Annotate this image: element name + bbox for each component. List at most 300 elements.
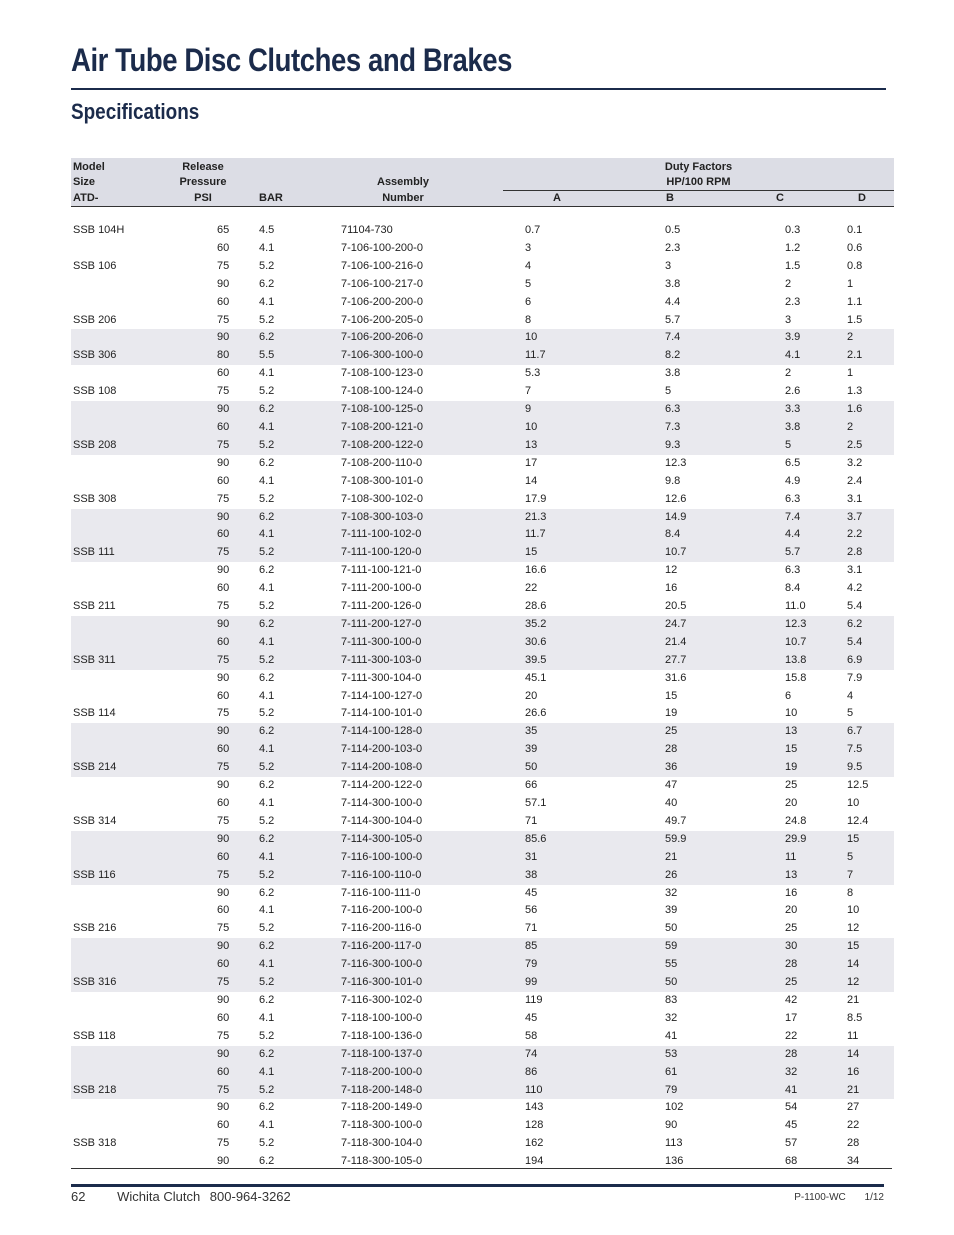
duty-a-cell: 71 xyxy=(525,922,538,935)
table-row xyxy=(71,526,894,544)
duty-c-cell: 17 xyxy=(785,1011,798,1024)
table-row xyxy=(71,795,894,813)
table-row xyxy=(71,222,894,240)
bar-cell: 4.1 xyxy=(259,367,275,380)
duty-b-cell: 61 xyxy=(601,1064,713,1082)
duty-d-cell: 15 xyxy=(825,831,894,849)
duty-b-cell: 32 xyxy=(665,886,678,899)
table-row xyxy=(71,652,894,670)
duty-c-cell: 68 xyxy=(785,1155,798,1168)
header-release-line2: Pressure xyxy=(179,176,227,189)
table-row xyxy=(71,1064,894,1082)
duty-c-cell: 2 xyxy=(785,367,792,380)
duty-c-cell: 11 xyxy=(713,849,825,867)
psi-cell: 90 xyxy=(163,401,243,419)
bar-cell: 6.2 xyxy=(259,993,275,1006)
duty-a-cell: 57.1 xyxy=(525,797,547,809)
psi-cell: 75 xyxy=(163,759,243,777)
duty-d-cell: 12 xyxy=(825,974,894,992)
specifications-table xyxy=(71,158,894,1171)
psi-cell: 60 xyxy=(217,797,230,809)
psi-cell: 90 xyxy=(217,779,230,792)
duty-c-cell: 6.3 xyxy=(785,492,801,505)
model-cell: SSB 114 xyxy=(73,707,116,720)
bar-cell: 5.5 xyxy=(243,347,303,365)
duty-d-cell: 3.1 xyxy=(847,564,863,577)
duty-b-cell: 79 xyxy=(601,1082,713,1100)
psi-cell: 75 xyxy=(217,385,230,398)
table-row xyxy=(71,1046,894,1064)
psi-cell: 90 xyxy=(163,723,243,741)
psi-cell: 75 xyxy=(217,707,230,720)
duty-d-cell: 2 xyxy=(825,419,894,437)
bar-cell: 4.1 xyxy=(259,474,275,487)
psi-cell: 90 xyxy=(163,831,243,849)
bar-cell: 5.2 xyxy=(243,437,303,455)
table-row xyxy=(71,813,894,831)
bar-cell: 4.1 xyxy=(243,956,303,974)
psi-cell: 90 xyxy=(163,938,243,956)
duty-d-cell: 12.5 xyxy=(847,779,869,792)
duty-d-cell: 2.5 xyxy=(825,437,894,455)
duty-b-cell: 8.4 xyxy=(601,526,713,544)
duty-d-cell: 22 xyxy=(847,1119,860,1132)
bar-cell: 5.2 xyxy=(259,1029,275,1042)
duty-c-cell: 13 xyxy=(713,723,825,741)
table-row xyxy=(71,276,894,294)
model-cell: SSB 116 xyxy=(71,867,163,885)
table-row xyxy=(71,1135,894,1153)
table-row xyxy=(71,723,894,741)
duty-d-cell: 27 xyxy=(847,1101,860,1114)
duty-c-cell: 13.8 xyxy=(713,652,825,670)
duty-d-cell: 2.1 xyxy=(825,347,894,365)
duty-b-cell: 26 xyxy=(601,867,713,885)
duty-a-cell: 45 xyxy=(525,1011,538,1024)
duty-a-cell: 4 xyxy=(525,259,532,272)
duty-a-cell: 35 xyxy=(503,723,601,741)
duty-d-cell: 0.6 xyxy=(847,241,863,254)
psi-cell: 90 xyxy=(217,277,230,290)
model-cell: SSB 106 xyxy=(73,259,117,272)
psi-cell: 60 xyxy=(217,474,230,487)
bar-cell: 6.2 xyxy=(243,329,303,347)
psi-cell: 90 xyxy=(163,509,243,527)
bar-cell: 4.1 xyxy=(243,634,303,652)
assembly-number-cell: 7-116-100-100-0 xyxy=(303,849,503,867)
model-cell: SSB 111 xyxy=(71,544,163,562)
duty-c-cell: 0.3 xyxy=(785,224,801,236)
assembly-number-cell: 7-108-300-101-0 xyxy=(341,474,423,487)
bar-cell: 5.2 xyxy=(259,385,275,398)
table-row xyxy=(71,956,894,974)
duty-a-cell: 7 xyxy=(525,385,532,398)
assembly-number-cell: 7-106-100-216-0 xyxy=(341,259,423,272)
duty-d-cell: 6.7 xyxy=(825,723,894,741)
duty-c-cell: 3.9 xyxy=(713,329,825,347)
psi-cell: 75 xyxy=(217,1137,230,1150)
duty-c-cell: 3.8 xyxy=(713,419,825,437)
psi-cell: 75 xyxy=(217,313,230,326)
model-cell xyxy=(71,419,163,437)
page-title: Air Tube Disc Clutches and Brakes xyxy=(71,42,513,78)
duty-b-cell: 83 xyxy=(665,993,678,1006)
table-row xyxy=(71,741,894,759)
duty-c-cell: 11.0 xyxy=(785,600,806,613)
assembly-number-cell: 7-108-100-123-0 xyxy=(341,367,423,380)
table-row xyxy=(71,688,894,706)
assembly-number-cell: 7-118-100-136-0 xyxy=(341,1029,423,1042)
model-cell xyxy=(71,1099,163,1117)
duty-a-cell: 35.2 xyxy=(503,616,601,634)
psi-cell: 60 xyxy=(217,582,230,595)
duty-b-cell: 40 xyxy=(665,797,678,809)
assembly-number-cell: 7-106-100-217-0 xyxy=(341,277,423,290)
bar-cell: 6.2 xyxy=(259,564,275,577)
assembly-number-cell: 7-116-200-116-0 xyxy=(341,922,422,935)
psi-cell: 90 xyxy=(217,993,230,1006)
assembly-number-cell: 7-108-100-124-0 xyxy=(341,385,423,398)
duty-a-cell: 13 xyxy=(503,437,601,455)
bar-cell: 4.1 xyxy=(243,741,303,759)
duty-b-cell: 9.8 xyxy=(665,474,681,487)
duty-c-cell: 3 xyxy=(785,313,792,326)
psi-cell: 75 xyxy=(163,1082,243,1100)
bar-cell: 6.2 xyxy=(259,456,275,469)
duty-c-cell: 20 xyxy=(785,797,798,809)
duty-d-cell: 14 xyxy=(825,956,894,974)
duty-a-cell: 0.7 xyxy=(525,224,541,236)
bar-cell: 6.2 xyxy=(259,277,275,290)
psi-cell: 75 xyxy=(217,492,230,505)
table-row xyxy=(71,347,894,365)
duty-b-cell: 3 xyxy=(665,259,672,272)
duty-a-cell: 16.6 xyxy=(525,564,547,577)
bar-cell: 4.1 xyxy=(243,419,303,437)
duty-d-cell: 8 xyxy=(847,886,854,899)
duty-b-cell: 8.2 xyxy=(601,347,713,365)
duty-b-cell: 7.3 xyxy=(601,419,713,437)
header-model-line2: Size xyxy=(73,176,96,189)
model-cell: SSB 218 xyxy=(71,1082,163,1100)
header-duty-b: B xyxy=(601,191,713,207)
model-cell xyxy=(71,902,163,920)
duty-c-cell: 6.5 xyxy=(785,456,801,469)
header-model-line1: Model xyxy=(73,161,105,173)
duty-c-cell: 22 xyxy=(785,1029,798,1042)
table-header xyxy=(71,158,894,207)
duty-a-cell: 5 xyxy=(525,277,532,290)
table-row xyxy=(71,849,894,867)
duty-b-cell: 12.3 xyxy=(665,456,687,469)
assembly-number-cell: 7-111-300-100-0 xyxy=(303,634,503,652)
duty-d-cell: 3.7 xyxy=(825,509,894,527)
table-row xyxy=(71,562,894,580)
psi-cell: 60 xyxy=(217,241,230,254)
bar-cell: 6.2 xyxy=(259,671,275,684)
bar-cell: 6.2 xyxy=(243,938,303,956)
duty-b-cell: 15 xyxy=(665,689,678,702)
table-row xyxy=(71,992,894,1010)
table-row xyxy=(71,258,894,276)
model-cell xyxy=(71,455,163,473)
duty-a-cell: 79 xyxy=(503,956,601,974)
assembly-number-cell: 7-106-100-200-0 xyxy=(341,241,423,254)
duty-a-cell: 143 xyxy=(525,1101,544,1114)
duty-a-cell: 162 xyxy=(525,1137,544,1150)
duty-b-cell: 59 xyxy=(601,938,713,956)
bar-cell: 5.2 xyxy=(243,867,303,885)
duty-c-cell: 42 xyxy=(785,993,798,1006)
psi-cell: 75 xyxy=(163,544,243,562)
assembly-number-cell: 7-116-200-117-0 xyxy=(303,938,503,956)
title-divider xyxy=(71,88,886,90)
assembly-number-cell: 7-108-200-122-0 xyxy=(303,437,503,455)
duty-b-cell: 5.7 xyxy=(665,313,681,326)
table-row xyxy=(71,544,894,562)
duty-c-cell: 8.4 xyxy=(785,582,801,595)
duty-b-cell: 25 xyxy=(601,723,713,741)
model-cell xyxy=(71,956,163,974)
duty-d-cell: 7.5 xyxy=(825,741,894,759)
bar-cell: 5.2 xyxy=(259,922,275,935)
duty-a-cell: 28.6 xyxy=(525,600,547,613)
duty-a-cell: 128 xyxy=(525,1119,544,1132)
model-cell: SSB 208 xyxy=(71,437,163,455)
model-cell xyxy=(71,634,163,652)
page-number: 62 xyxy=(71,1189,86,1204)
duty-b-cell: 136 xyxy=(665,1155,684,1168)
duty-a-cell: 58 xyxy=(525,1029,538,1042)
duty-d-cell: 11 xyxy=(847,1029,859,1042)
duty-b-cell: 50 xyxy=(665,922,678,935)
model-cell xyxy=(71,401,163,419)
model-cell xyxy=(71,526,163,544)
duty-a-cell: 3 xyxy=(525,241,532,254)
bar-cell: 5.2 xyxy=(259,259,275,272)
duty-a-cell: 10 xyxy=(503,329,601,347)
duty-c-cell: 5 xyxy=(713,437,825,455)
assembly-number-cell: 7-111-300-103-0 xyxy=(303,652,503,670)
duty-c-cell: 28 xyxy=(713,956,825,974)
model-cell xyxy=(71,509,163,527)
header-duty-d: D xyxy=(825,191,894,207)
duty-c-cell: 1.5 xyxy=(785,259,801,272)
duty-b-cell: 12 xyxy=(665,564,678,577)
model-cell: SSB 306 xyxy=(71,347,163,365)
duty-a-cell: 50 xyxy=(503,759,601,777)
duty-b-cell: 20.5 xyxy=(665,600,687,613)
duty-b-cell: 3.8 xyxy=(665,277,681,290)
psi-cell: 60 xyxy=(163,634,243,652)
header-duty-c: C xyxy=(713,191,825,207)
table-row xyxy=(71,705,894,723)
bar-cell: 4.1 xyxy=(259,1119,275,1132)
bar-cell: 6.2 xyxy=(243,831,303,849)
doc-code: P-1100-WC xyxy=(794,1192,846,1203)
duty-d-cell: 9.5 xyxy=(825,759,894,777)
bar-cell: 5.2 xyxy=(243,974,303,992)
model-cell xyxy=(71,849,163,867)
table-row xyxy=(71,885,894,903)
duty-b-cell: 12.6 xyxy=(665,492,687,505)
table-row xyxy=(71,974,894,992)
duty-d-cell: 1 xyxy=(847,367,854,380)
duty-d-cell: 1.1 xyxy=(847,295,863,308)
assembly-number-cell: 7-116-300-101-0 xyxy=(303,974,503,992)
duty-a-cell: 99 xyxy=(503,974,601,992)
table-row xyxy=(71,831,894,849)
psi-cell: 60 xyxy=(163,849,243,867)
header-duty-line1: Duty Factors xyxy=(664,161,733,173)
assembly-number-cell: 7-118-100-100-0 xyxy=(341,1011,423,1024)
duty-d-cell: 5.4 xyxy=(847,600,863,613)
duty-c-cell: 19 xyxy=(713,759,825,777)
duty-b-cell: 4.4 xyxy=(665,295,681,308)
duty-c-cell: 45 xyxy=(785,1119,798,1132)
duty-d-cell: 5 xyxy=(825,849,894,867)
assembly-number-cell: 7-114-300-105-0 xyxy=(303,831,503,849)
psi-cell: 90 xyxy=(217,886,230,899)
table-row xyxy=(71,437,894,455)
duty-a-cell: 30.6 xyxy=(503,634,601,652)
psi-cell: 90 xyxy=(217,1155,230,1168)
model-cell: SSB 314 xyxy=(73,814,117,827)
psi-cell: 75 xyxy=(163,867,243,885)
model-cell: SSB 108 xyxy=(73,385,117,398)
duty-d-cell: 0.8 xyxy=(847,259,863,272)
psi-cell: 80 xyxy=(163,347,243,365)
model-cell: SSB 308 xyxy=(73,492,117,505)
bar-cell: 4.1 xyxy=(243,849,303,867)
assembly-number-cell: 7-106-200-205-0 xyxy=(341,313,423,326)
model-cell xyxy=(71,580,163,598)
assembly-number-cell: 7-111-200-127-0 xyxy=(303,616,503,634)
table-row xyxy=(71,598,894,616)
duty-d-cell: 10 xyxy=(847,797,860,809)
psi-cell: 90 xyxy=(217,456,230,469)
psi-cell: 60 xyxy=(163,956,243,974)
duty-d-cell: 2.2 xyxy=(825,526,894,544)
duty-c-cell: 6.3 xyxy=(785,564,801,577)
duty-b-cell: 102 xyxy=(665,1101,684,1114)
duty-d-cell: 10 xyxy=(847,904,860,917)
assembly-number-cell: 7-114-100-128-0 xyxy=(303,723,503,741)
model-cell xyxy=(71,1046,163,1064)
duty-b-cell: 19 xyxy=(665,707,678,720)
header-assembly-line2: Number xyxy=(303,191,503,207)
footer-brand: Wichita Clutch xyxy=(117,1189,201,1204)
model-cell: SSB 104H xyxy=(73,224,125,236)
header-psi: PSI xyxy=(163,191,243,207)
model-cell xyxy=(71,777,163,795)
duty-a-cell: 5.3 xyxy=(525,367,541,380)
duty-d-cell: 28 xyxy=(847,1137,860,1150)
duty-c-cell: 54 xyxy=(785,1101,798,1114)
model-cell xyxy=(71,1117,163,1135)
footer-divider xyxy=(71,1184,884,1187)
psi-cell: 90 xyxy=(163,1046,243,1064)
duty-d-cell: 7.9 xyxy=(847,671,863,684)
duty-b-cell: 27.7 xyxy=(601,652,713,670)
duty-b-cell: 31.6 xyxy=(665,671,687,684)
duty-a-cell: 74 xyxy=(503,1046,601,1064)
bar-cell: 5.2 xyxy=(259,492,275,505)
duty-d-cell: 2.8 xyxy=(825,544,894,562)
assembly-number-cell: 7-118-200-148-0 xyxy=(303,1082,503,1100)
table-row xyxy=(71,455,894,473)
duty-c-cell: 25 xyxy=(713,974,825,992)
table-row xyxy=(71,419,894,437)
duty-c-cell: 32 xyxy=(713,1064,825,1082)
duty-c-cell: 41 xyxy=(713,1082,825,1100)
bar-cell: 5.2 xyxy=(243,652,303,670)
duty-a-cell: 9 xyxy=(503,401,601,419)
duty-c-cell: 29.9 xyxy=(713,831,825,849)
table-row xyxy=(71,473,894,491)
table-row xyxy=(71,580,894,598)
duty-a-cell: 20 xyxy=(525,689,538,702)
model-cell xyxy=(71,616,163,634)
duty-c-cell: 4.9 xyxy=(785,474,801,487)
duty-b-cell: 16 xyxy=(665,582,678,595)
table-row xyxy=(71,383,894,401)
duty-b-cell: 55 xyxy=(601,956,713,974)
duty-a-cell: 31 xyxy=(503,849,601,867)
assembly-number-cell: 7-116-100-110-0 xyxy=(303,867,503,885)
assembly-number-cell: 71104-730 xyxy=(341,224,393,236)
duty-d-cell: 4 xyxy=(847,689,854,702)
duty-a-cell: 15 xyxy=(503,544,601,562)
model-cell xyxy=(71,688,163,706)
duty-c-cell: 4.4 xyxy=(713,526,825,544)
assembly-number-cell: 7-111-300-104-0 xyxy=(341,671,422,684)
model-cell: SSB 216 xyxy=(73,922,117,935)
duty-b-cell: 3.8 xyxy=(665,367,681,380)
model-cell xyxy=(71,670,163,688)
psi-cell: 60 xyxy=(217,1119,230,1132)
duty-d-cell: 14 xyxy=(825,1046,894,1064)
psi-cell: 75 xyxy=(217,600,230,613)
duty-a-cell: 10 xyxy=(503,419,601,437)
model-cell xyxy=(71,1064,163,1082)
psi-cell: 60 xyxy=(163,526,243,544)
duty-c-cell: 12.3 xyxy=(713,616,825,634)
duty-d-cell: 8.5 xyxy=(847,1011,863,1024)
bar-cell: 4.1 xyxy=(243,1064,303,1082)
duty-d-cell: 16 xyxy=(825,1064,894,1082)
duty-c-cell: 2.3 xyxy=(785,295,801,308)
assembly-number-cell: 7-118-200-149-0 xyxy=(341,1101,423,1114)
duty-a-cell: 39 xyxy=(503,741,601,759)
bar-cell: 6.2 xyxy=(259,779,275,792)
model-cell xyxy=(71,276,163,294)
table-row xyxy=(71,634,894,652)
duty-b-cell: 59.9 xyxy=(601,831,713,849)
assembly-number-cell: 7-118-300-104-0 xyxy=(341,1137,423,1150)
duty-c-cell: 1.2 xyxy=(785,241,801,254)
duty-a-cell: 86 xyxy=(503,1064,601,1082)
duty-a-cell: 194 xyxy=(525,1155,544,1168)
assembly-number-cell: 7-111-100-121-0 xyxy=(341,564,422,577)
assembly-number-cell: 7-106-300-100-0 xyxy=(303,347,503,365)
model-cell: SSB 211 xyxy=(73,600,116,613)
duty-b-cell: 21 xyxy=(601,849,713,867)
duty-b-cell: 41 xyxy=(665,1029,678,1042)
model-cell xyxy=(71,473,163,491)
table-bottom-rule xyxy=(71,1168,892,1169)
duty-a-cell: 14 xyxy=(525,474,538,487)
